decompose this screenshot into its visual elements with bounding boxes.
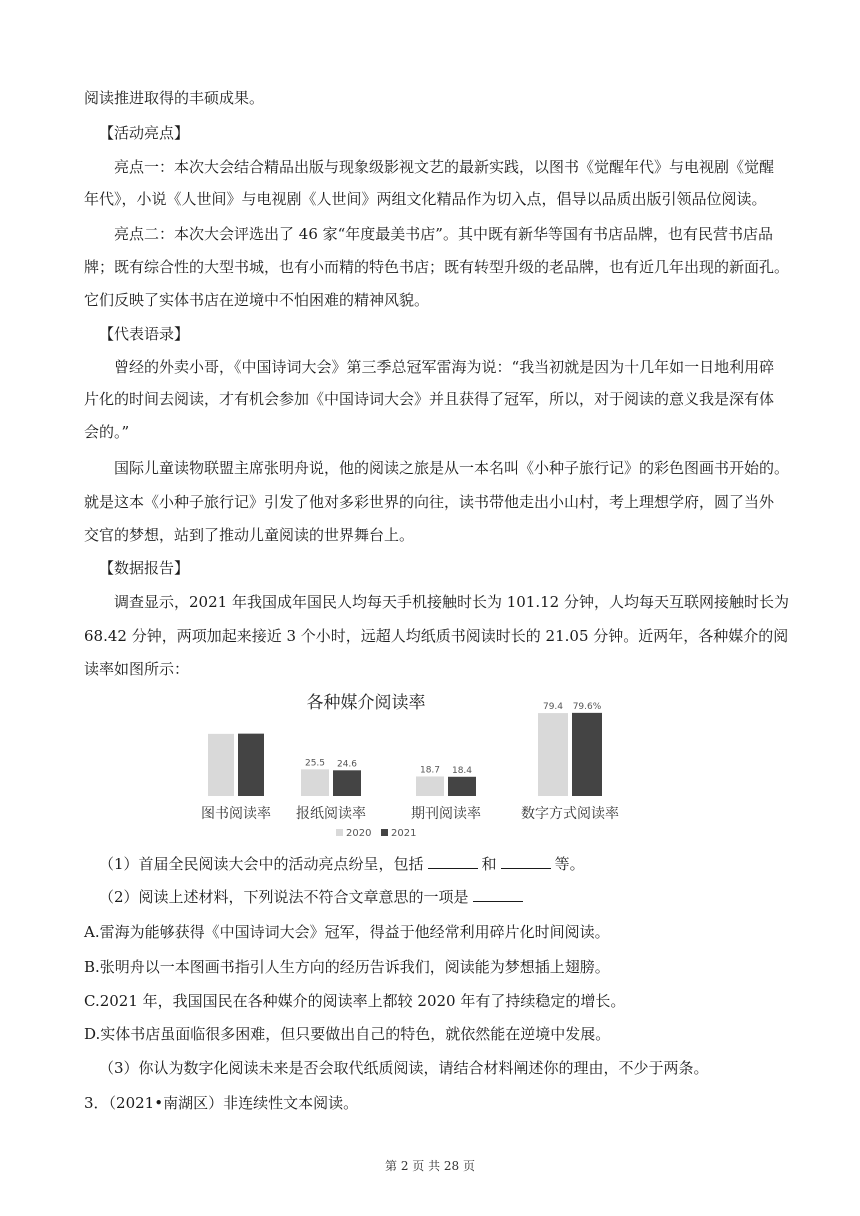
paragraph: 交官的梦想，站到了推动儿童阅读的世界舞台上。 (84, 526, 415, 544)
answer-blank-3[interactable] (473, 887, 523, 902)
paragraph: 它们反映了实体书店在逆境中不怕困难的精神风貌。 (84, 291, 430, 309)
data-label-2020-2: 18.7 (419, 765, 441, 776)
section-heading-quotes: 【代表语录】 (99, 325, 190, 343)
option-a: A.雷海为能够获得《中国诗词大会》冠军，得益于他经常利用碎片化时间阅读。 (84, 923, 610, 941)
paragraph: 调查显示，2021 年我国成年国民人均每天手机接触时长为 101.12 分钟，人均每天互联网接触时长为 (114, 593, 789, 611)
paragraph: 会的。” (84, 423, 130, 441)
category-label-3: 数字方式阅读率 (521, 806, 619, 822)
data-label-2021-1: 24.6 (336, 759, 358, 770)
bar-2021-0 (238, 734, 264, 796)
question-3: （3）你认为数字化阅读未来是否会取代纸质阅读，请结合材料阐述你的理由，不少于两条。 (99, 1059, 709, 1077)
question-1-suffix: 等。 (554, 855, 585, 873)
bar-2020-1 (301, 769, 329, 796)
chart-title: 各种媒介阅读率 (306, 693, 426, 713)
media-reading-rate-chart (86, 684, 646, 844)
question-1-prefix: （1）首届全民阅读大会中的活动亮点纷呈，包括 (99, 855, 424, 873)
bar-2020-2 (416, 776, 444, 796)
paragraph: 片化的时间去阅读，才有机会参加《中国诗词大会》并且获得了冠军，所以，对于阅读的意义我是深有体 (84, 390, 775, 408)
paragraph: 亮点一：本次大会结合精品出版与现象级影视文艺的最新实践，以图书《觉醒年代》与电视剧《觉醒 (114, 158, 775, 176)
bar-2021-3 (572, 713, 602, 796)
paragraph: 曾经的外卖小哥，《中国诗词大会》第三季总冠军雷海为说：“我当初就是因为十几年如一日地利用碎 (114, 358, 775, 376)
legend-label-2020: 2020 (346, 828, 372, 839)
paragraph: 读率如图所示： (84, 660, 190, 678)
next-question-heading: 3．（2021•南湖区）非连续性文本阅读。 (84, 1094, 359, 1112)
option-d: D.实体书店虽面临很多困难，但只要做出自己的特色，就依然能在逆境中发展。 (84, 1025, 611, 1043)
page-footer: 第 2 页 共 28 页 (385, 1159, 475, 1173)
section-heading-data: 【数据报告】 (99, 559, 190, 577)
question-2 (99, 887, 799, 907)
category-label-2: 期刊阅读率 (411, 806, 481, 822)
data-label-2020-3: 79.4 (542, 702, 564, 713)
category-label-0: 图书阅读率 (201, 806, 271, 822)
data-label-2021-2: 18.4 (451, 765, 473, 776)
legend-label-2021: 2021 (391, 828, 417, 839)
paragraph: 68.42 分钟，两项加起来接近 3 个小时，远超人均纸质书阅读时长的 21.05 分钟。近两年，各种媒介的阅 (84, 627, 789, 645)
legend-swatch-2020 (336, 829, 343, 836)
paragraph: 就是这本《小种子旅行记》引发了他对多彩世界的向往，读书带他走出小山村，考上理想学府，圆了当外 (84, 493, 775, 511)
section-heading-highlights: 【活动亮点】 (99, 124, 190, 142)
option-c: C.2021 年，我国国民在各种媒介的阅读率上都较 2020 年有了持续稳定的增长。 (84, 992, 626, 1010)
bar-2020-3 (538, 713, 568, 796)
question-1 (99, 854, 799, 874)
bar-2021-1 (333, 770, 361, 796)
category-label-1: 报纸阅读率 (296, 806, 366, 822)
paragraph: 国际儿童读物联盟主席张明舟说，他的阅读之旅是从一本名叫《小种子旅行记》的彩色图画书开始的。 (114, 459, 790, 477)
data-label-2020-1: 25.5 (304, 758, 326, 769)
question-1-and: 和 (481, 855, 497, 873)
data-label-2021-3: 79.6% (572, 701, 602, 712)
bar-2020-0 (208, 734, 234, 796)
paragraph: 牌；既有综合性的大型书城，也有小而精的特色书店；既有转型升级的老品牌，也有近几年出现的新面孔。 (84, 258, 790, 276)
answer-blank-2[interactable] (501, 854, 551, 869)
legend-swatch-2021 (381, 829, 388, 836)
answer-blank-1[interactable] (428, 854, 478, 869)
option-b: B.张明舟以一本图画书指引人生方向的经历告诉我们，阅读能为梦想插上翅膀。 (84, 958, 610, 976)
question-2-text: （2）阅读上述材料，下列说法不符合文章意思的一项是 (99, 888, 469, 906)
paragraph: 年代》，小说《人世间》与电视剧《人世间》两组文化精品作为切入点，倡导以品质出版引领品位阅读。 (84, 190, 767, 208)
paragraph: 亮点二：本次大会评选出了 46 家“年度最美书店”。其中既有新华等国有书店品牌，也有民营书店品 (114, 225, 773, 243)
bar-2021-2 (448, 777, 476, 796)
paragraph: 阅读推进取得的丰硕成果。 (84, 89, 265, 107)
